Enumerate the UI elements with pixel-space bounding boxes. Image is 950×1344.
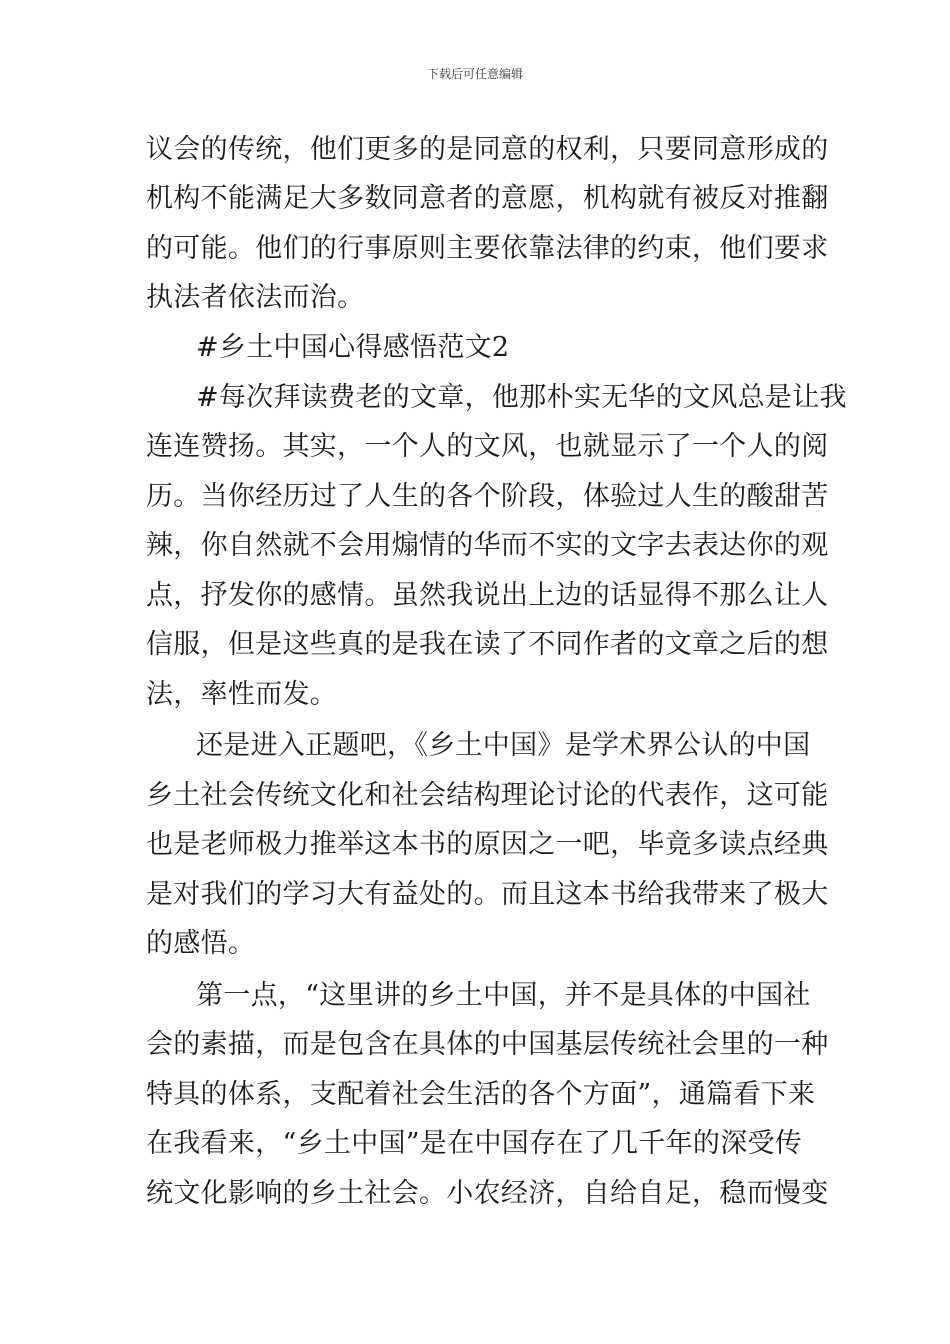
text-line: 统文化影响的乡土社会。小农经济，自给自足，稳而慢变: [146, 1178, 829, 1209]
text-line: 信服，但是这些真的是我在读了不同作者的文章之后的想: [146, 629, 829, 660]
text-line: 的感悟。: [146, 928, 256, 959]
text-line: 法，率性而发。: [146, 679, 338, 710]
text-line: 连连赞扬。其实，一个人的文风，也就显示了一个人的阅: [146, 431, 829, 462]
text-line: 第一点，“这里讲的乡土中国，并不是具体的中国社: [196, 980, 811, 1011]
text-line: 在我看来，“乡土中国”是在中国存在了几千年的深受传: [146, 1128, 803, 1159]
text-line: 议会的传统，他们更多的是同意的权利，只要同意形成的: [146, 134, 829, 165]
text-line: 机构不能满足大多数同意者的意愿，机构就有被反对推翻: [146, 183, 829, 214]
text-line: 历。当你经历过了人生的各个阶段，体验过人生的酸甜苦: [146, 481, 829, 512]
text-line: 执法者依法而治。: [146, 282, 365, 313]
text-line: 也是老师极力推举这本书的原因之一吧，毕竟多读点经典: [146, 829, 829, 860]
text-line: 还是进入正题吧，《乡土中国》是学术界公认的中国: [196, 730, 811, 761]
text-line: 会的素描，而是包含在具体的中国基层传统社会里的一种: [146, 1029, 829, 1060]
text-line: 乡土社会传统文化和社会结构理论讨论的代表作，这可能: [146, 780, 829, 811]
text-line: #每次拜读费老的文章，他那朴实无华的文风总是让我: [196, 382, 847, 413]
page-header-note: 下载后可任意编辑: [426, 67, 523, 81]
text-line: 点，抒发你的感情。虽然我说出上边的话显得不那么让人: [146, 580, 829, 611]
text-line: 特具的体系，支配着社会生活的各个方面”，通篇看下来: [146, 1079, 816, 1110]
section-heading: #乡土中国心得感悟范文2: [196, 332, 510, 363]
text-line: 辣，你自然就不会用煽情的华而不实的文字去表达你的观: [146, 530, 829, 561]
text-line: 是对我们的学习大有益处的。而且这本书给我带来了极大: [146, 879, 829, 910]
text-line: 的可能。他们的行事原则主要依靠法律的约束，他们要求: [146, 233, 829, 264]
